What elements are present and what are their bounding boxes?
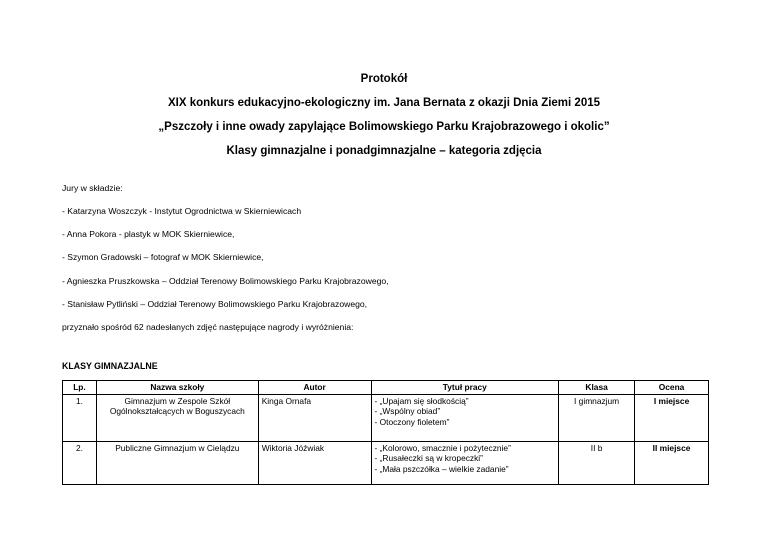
contest-category: Klasy gimnazjalne i ponadgimnazjalne – kategoria zdjęcia [226,145,542,157]
cell-grade: II miejsce [635,441,709,484]
jury-member: - Stanisław Pytliński – Oddział Terenowy Bolimowskiego Parku Krajobrazowego, [62,299,368,309]
cell-titles [371,394,559,441]
table-row [63,394,709,441]
column-header-school: Nazwa szkoły [96,381,258,395]
cell-lp: 1. [63,394,97,441]
cell-lp: 2. [63,441,97,484]
table-row [63,441,709,484]
jury-member: - Katarzyna Woszczyk - Instytut Ogrodnictwa w Skierniewicach [62,206,302,216]
jury-member: - Agnieszka Pruszkowska – Oddział Terenowy Bolimowskiego Parku Krajobrazowego, [62,276,389,286]
table-header-row [63,381,709,395]
column-header-title: Tytuł pracy [371,381,559,395]
cell-grade: I miejsce [635,394,709,441]
work-title: - „Mała pszczółka – wielkie zadanie” [374,463,509,474]
column-header-author: Autor [258,381,371,395]
jury-intro: Jury w składzie: [62,183,123,193]
cell-class: II b [559,441,635,484]
column-header-lp: Lp. [63,381,97,395]
cell-titles [371,441,559,484]
work-title: - „Rusałeczki są w kropeczki” [374,453,483,464]
cell-author: Wiktoria Jóźwiak [258,441,371,484]
section-heading: KLASY GIMNAZJALNE [62,361,158,371]
cell-school: Publiczne Gimnazjum w Cielądzu [96,441,258,484]
jury-member: - Szymon Gradowski – fotograf w MOK Skierniewice, [62,252,264,262]
contest-theme: „Pszczoły i inne owady zapylające Bolimowskiego Parku Krajobrazowego i okolic” [158,121,610,133]
cell-author: Kinga Ornafa [258,394,371,441]
column-header-class: Klasa [559,381,635,395]
results-table [62,380,709,485]
work-title: - Otoczony fioletem” [374,416,450,427]
cell-school: Gimnazjum w Zespole Szkół Ogólnokształcących w Boguszycach [96,394,258,441]
class-label: I gimnazjum [574,395,620,406]
work-title: - „Upajam się słodkością” [374,395,469,406]
work-title: - „Wspólny obiad” [374,406,441,417]
work-title: - „Kolorowo, smacznie i pożytecznie” [374,442,511,453]
jury-member: - Anna Pokora - plastyk w MOK Skierniewice, [62,229,235,239]
cell-class [559,394,635,441]
doc-title: Protokół [360,73,408,85]
contest-name: XIX konkurs edukacyjno-ekologiczny im. Jana Bernata z okazji Dnia Ziemi 2015 [167,97,601,109]
column-header-grade: Ocena [635,381,709,395]
jury-summary: przyznało spośród 62 nadesłanych zdjęć następujące nagrody i wyróżnienia: [62,322,354,332]
